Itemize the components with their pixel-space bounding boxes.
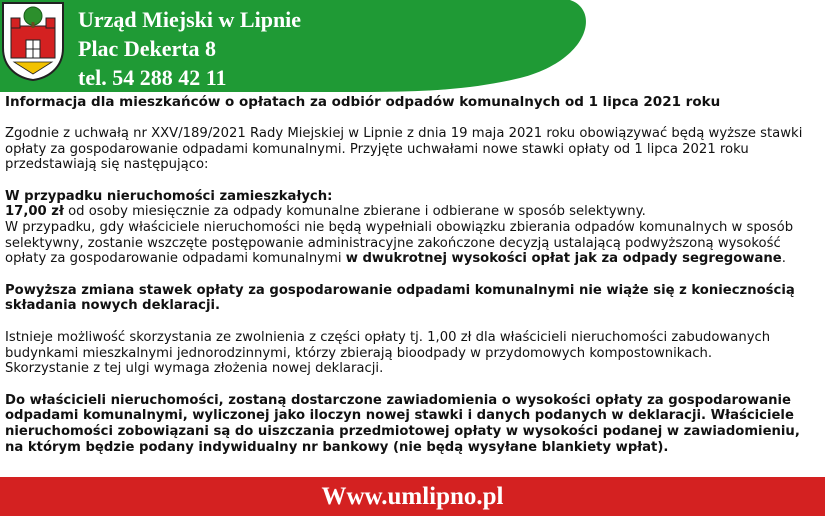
penalty-bold-text: w dwukrotnej wysokości opłat jak za odpady segregowane — [345, 251, 782, 267]
rate-description: od osoby miesięcznie za odpady komunalne zbierane i odbierane w sposób selektywny. — [63, 204, 646, 220]
notice-paragraph — [5, 393, 817, 455]
office-name: Urząd Miejski w Lipnie — [78, 7, 302, 32]
penalty-text: W przypadku, gdy właściciele nieruchomości nie będą wypełniali obowiązku zbierania odpadów komunalnych w sposób selektywny, zostanie wszczęte postępowanie administracyjne zakończone decyzją ustalającą podwyższoną wysokość opłaty za gospodarowanie odpadami komunalnymi — [5, 219, 794, 267]
office-contact-block — [78, 5, 301, 92]
exemption-declaration-text: Skorzystanie z tej ulgi wymaga złożenia nowej deklaracji. — [5, 361, 384, 377]
inhabited-heading: W przypadku nieruchomości zamieszkałych: — [5, 188, 333, 204]
coat-of-arms-logo — [0, 0, 66, 82]
document-body — [5, 126, 817, 471]
office-phone: tel. 54 288 42 11 — [78, 65, 227, 90]
inhabited-section — [5, 189, 817, 267]
footer-bar — [0, 477, 825, 516]
no-declaration-notice — [5, 283, 817, 314]
intro-paragraph: Zgodnie z uchwałą nr XXV/189/2021 Rady Miejskiej w Lipnie z dnia 19 maja 2021 roku obowiązywać będą wyższe stawki opłaty za gospodarowanie odpadami komunalnymi. Przyjęte uchwałami nowe stawki opłaty od 1 lipca 2021 roku przedstawiają się następująco: — [5, 126, 803, 173]
penalty-end: . — [781, 251, 786, 267]
rate-value: 17,00 zł — [5, 204, 64, 220]
website-link[interactable]: Www.umlipno.pl — [321, 483, 504, 510]
no-declaration-text: Powyższa zmiana stawek opłaty za gospodarowanie odpadami komunalnymi nie wiąże się z koniecznością składania nowych deklaracji. — [5, 282, 795, 314]
office-address: Plac Dekerta 8 — [78, 36, 217, 61]
header-banner — [0, 0, 825, 92]
page-title: Informacja dla mieszkańców o opłatach za odbiór odpadów komunalnych od 1 lipca 2021 roku — [5, 94, 721, 110]
exemption-section — [5, 330, 817, 377]
exemption-text: Istnieje możliwość skorzystania ze zwolnienia z części opłaty tj. 1,00 zł dla właścicieli nieruchomości zabudowanych budynkami mieszkalnymi jednorodzinnymi, którzy zbierają bioodpady w przydomowych kompostownikach. — [5, 329, 771, 361]
notice-text: Do właścicieli nieruchomości, zostaną dostarczone zawiadomienia o wysokości opłaty za gospodarowanie odpadami komunalnymi, wyliczonej jako iloczyn nowej stawki i danych podanych w deklaracji. Właściciele nieruchomości zobowiązani są do uiszczania przedmiotowej opłaty w wysokości podanej w zawiadomieniu, na którym będzie podany indywidualny nr bankowy (nie będą wysyłane blankiety wpłat). — [5, 392, 800, 455]
